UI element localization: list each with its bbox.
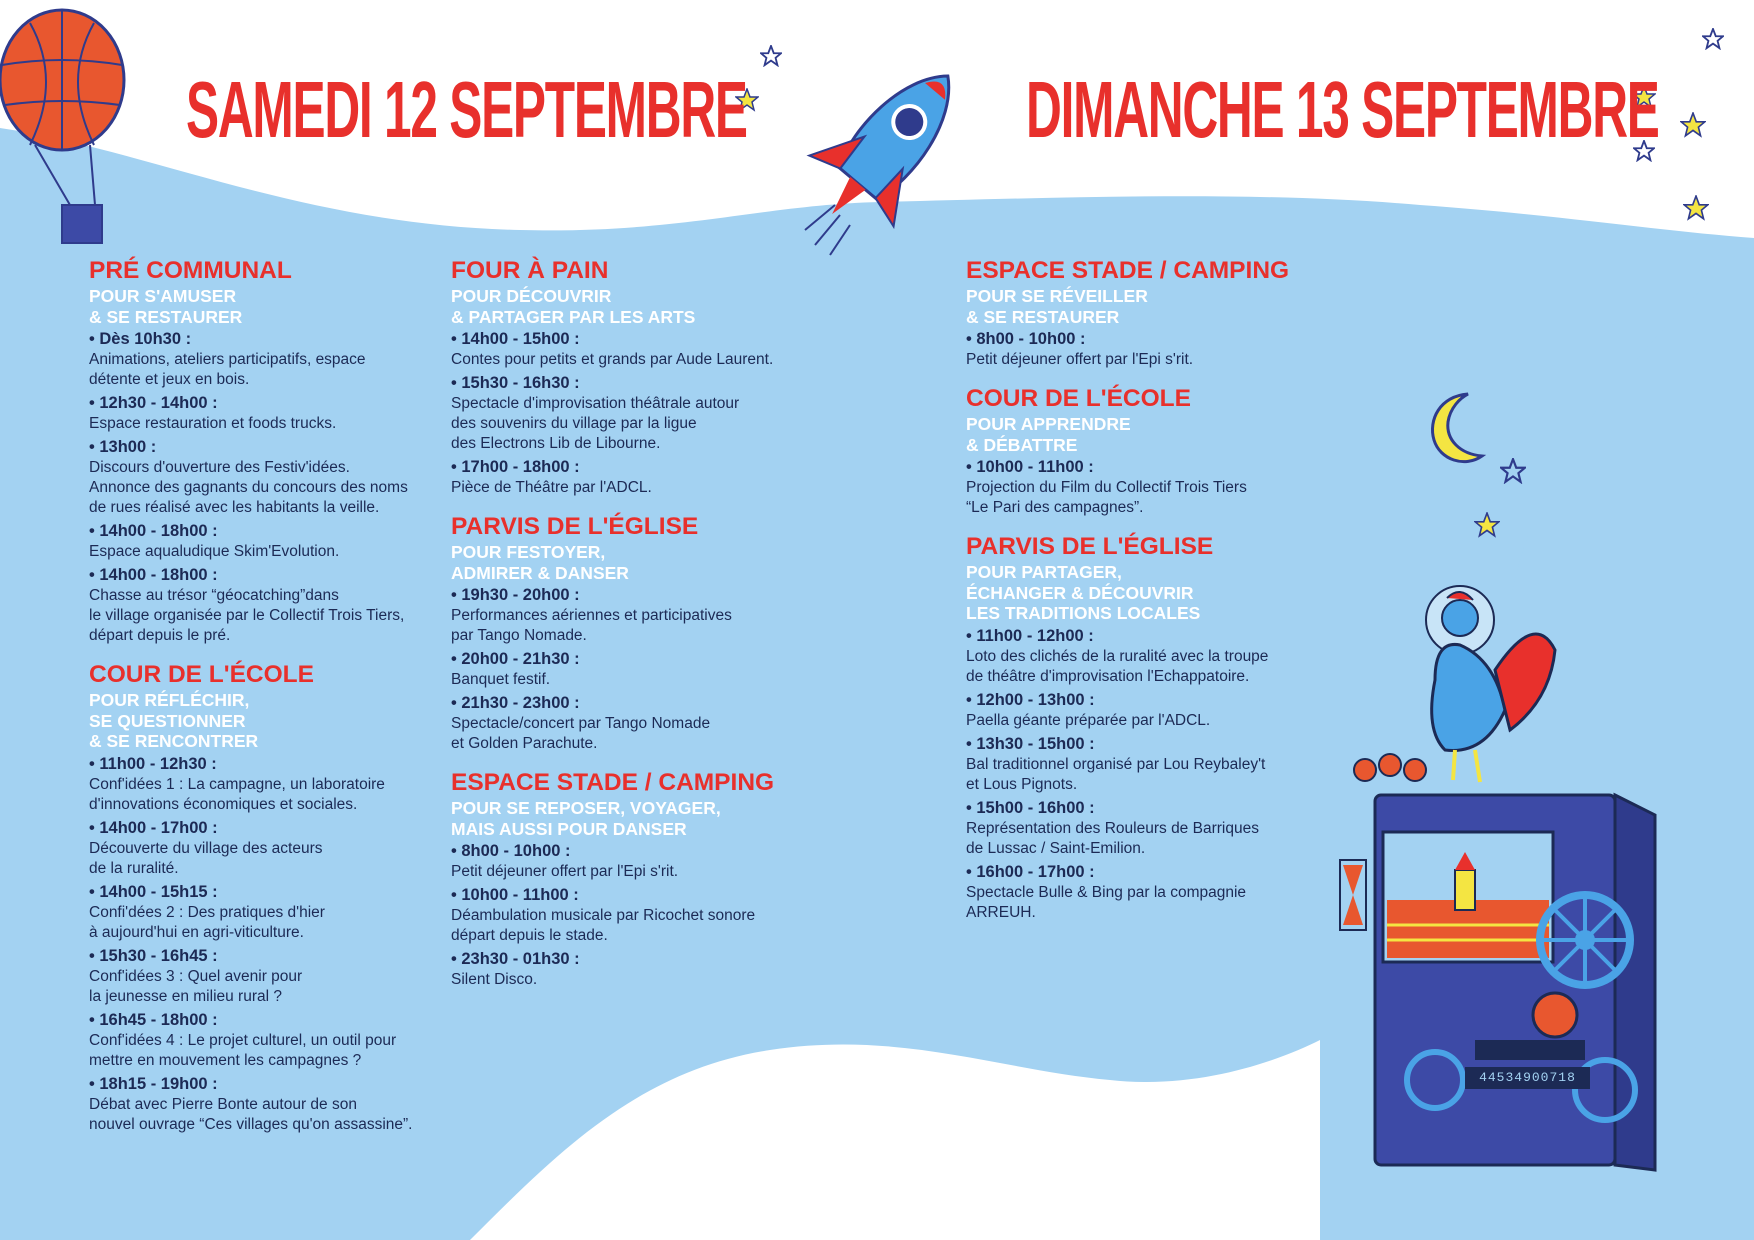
event-description: Déambulation musicale par Ricochet sonore départ depuis le stade.: [451, 907, 756, 944]
event-time: • 16h00 - 17h00 :: [966, 862, 1095, 881]
event-time: • 15h30 - 16h45 :: [89, 946, 218, 965]
event-item: [451, 693, 831, 754]
event-item: [89, 565, 469, 646]
event-time: • 10h00 - 11h00 :: [451, 886, 579, 904]
event-time: • 14h00 - 15h15 :: [89, 882, 218, 901]
event-time: • 8h00 - 10h00 :: [451, 842, 571, 860]
event-time: • 8h00 - 10h00 :: [966, 330, 1086, 348]
schedule-section: [966, 532, 1386, 923]
counter-display: 44534900718: [1465, 1067, 1590, 1089]
event-description: Débat avec Pierre Bonte autour de son nouvel ouvrage “Ces villages qu'on assassine”.: [89, 1095, 413, 1133]
event-time: • 14h00 - 15h00 :: [451, 330, 580, 348]
schedule-section: [451, 768, 831, 990]
event-description: Spectacle d'improvisation théâtrale autour des souvenirs du village par la ligue des Electrons Lib de Libourne.: [451, 395, 740, 452]
event-time: • 14h00 - 18h00 :: [89, 566, 218, 584]
event-description: Spectacle/concert par Tango Nomade et Golden Parachute.: [451, 715, 711, 752]
event-description: Représentation des Rouleurs de Barriques de Lussac / Saint-Emilion.: [966, 819, 1259, 857]
schedule-column-sun-1: [966, 256, 1386, 937]
section-title: FOUR À PAIN: [451, 257, 609, 284]
schedule-section: [89, 660, 469, 1135]
event-description: Spectacle Bulle & Bing par la compagnie ARREUH.: [966, 883, 1247, 921]
event-description: Loto des clichés de la ruralité avec la troupe de théâtre d'improvisation l'Echappatoire.: [966, 647, 1269, 685]
event-time: • Dès 10h30 :: [89, 330, 192, 348]
event-description: Discours d'ouverture des Festiv'idées. Annonce des gagnants du concours des noms de rues réalisé avec les habitants la veille.: [89, 459, 408, 516]
section-subtitle: POUR SE REPOSER, VOYAGER, MAIS AUSSI POUR DANSER: [451, 798, 721, 839]
event-description: Espace aqualudique Skim'Evolution.: [89, 543, 340, 560]
event-description: Paella géante préparée par l'ADCL.: [966, 711, 1211, 729]
event-item: [966, 798, 1386, 859]
section-subtitle: POUR SE RÉVEILLER & SE RESTAURER: [966, 286, 1148, 327]
event-item: [89, 521, 469, 562]
section-title: ESPACE STADE / CAMPING: [966, 257, 1290, 284]
section-title: COUR DE L'ÉCOLE: [966, 385, 1191, 412]
star-icon: [1702, 28, 1724, 50]
star-icon: [1474, 512, 1500, 538]
event-description: Conf'idées 1 : La campagne, un laboratoire d'innovations économiques et sociales.: [89, 775, 385, 813]
event-time: • 20h00 - 21h30 :: [451, 650, 580, 668]
event-time: • 15h00 - 16h00 :: [966, 798, 1095, 817]
event-time: • 13h00 :: [89, 438, 157, 456]
event-item: [89, 754, 469, 815]
event-description: Silent Disco.: [451, 971, 538, 988]
event-description: Petit déjeuner offert par l'Epi s'rit.: [451, 863, 679, 880]
time-machine-icon: [1335, 570, 1715, 1190]
event-item: [451, 949, 831, 990]
event-item: [89, 818, 469, 879]
event-time: • 13h30 - 15h00 :: [966, 734, 1095, 753]
event-time: • 14h00 - 17h00 :: [89, 818, 218, 837]
event-item: [966, 690, 1386, 731]
event-item: [451, 373, 831, 454]
star-icon: [1680, 112, 1706, 138]
event-description: Conf'idées 3 : Quel avenir pour la jeunesse en milieu rural ?: [89, 967, 303, 1005]
event-time: • 18h15 - 19h00 :: [89, 1074, 218, 1093]
moon-icon: [1420, 388, 1490, 468]
event-item: [966, 626, 1386, 687]
event-description: Bal traditionnel organisé par Lou Reybaley't et Lous Pignots.: [966, 755, 1266, 793]
event-description: Découverte du village des acteurs de la ruralité.: [89, 839, 323, 877]
event-item: [89, 882, 469, 943]
day-title-saturday: SAMEDI 12 SEPTEMBRE: [186, 65, 747, 154]
event-item: [966, 862, 1386, 923]
schedule-column-sat-1: [89, 256, 469, 1149]
event-description: Chasse au trésor “géocatching”dans le village organisée par le Collectif Trois Tiers, départ depuis le pré.: [89, 587, 405, 644]
section-title: COUR DE L'ÉCOLE: [89, 661, 314, 688]
event-time: • 21h30 - 23h00 :: [451, 694, 580, 712]
section-title: PARVIS DE L'ÉGLISE: [451, 513, 699, 540]
rocket-icon: [795, 45, 985, 265]
event-time: • 17h00 - 18h00 :: [451, 458, 580, 476]
schedule-section: [966, 256, 1386, 370]
schedule-column-sat-2: [451, 256, 831, 1004]
section-subtitle: POUR S'AMUSER & SE RESTAURER: [89, 286, 243, 327]
event-time: • 16h45 - 18h00 :: [89, 1010, 218, 1029]
event-item: [966, 329, 1386, 370]
event-item: [89, 1010, 469, 1071]
event-time: • 10h00 - 11h00 :: [966, 458, 1094, 476]
event-description: Animations, ateliers participatifs, espace détente et jeux en bois.: [89, 351, 366, 388]
event-item: [451, 585, 831, 646]
event-item: [89, 946, 469, 1007]
section-subtitle: POUR DÉCOUVRIR & PARTAGER PAR LES ARTS: [451, 286, 696, 327]
event-time: • 12h00 - 13h00 :: [966, 690, 1095, 709]
star-icon: [1683, 195, 1709, 221]
event-time: • 15h30 - 16h30 :: [451, 374, 580, 392]
event-item: [89, 393, 469, 434]
event-time: • 14h00 - 18h00 :: [89, 522, 218, 540]
event-item: [966, 457, 1386, 518]
section-title: PARVIS DE L'ÉGLISE: [966, 533, 1214, 560]
event-description: Banquet festif.: [451, 671, 551, 688]
schedule-section: [89, 256, 469, 646]
event-time: • 12h30 - 14h00 :: [89, 394, 218, 412]
section-subtitle: POUR PARTAGER, ÉCHANGER & DÉCOUVRIR LES TRADITIONS LOCALES: [966, 562, 1201, 623]
section-subtitle: POUR FESTOYER, ADMIRER & DANSER: [451, 542, 629, 583]
event-item: [451, 329, 831, 370]
event-description: Espace restauration et foods trucks.: [89, 415, 337, 432]
rooster-icon: [1426, 586, 1555, 782]
event-description: Petit déjeuner offert par l'Epi s'rit.: [966, 351, 1194, 368]
event-time: • 11h00 - 12h00 :: [966, 626, 1094, 645]
schedule-section: [451, 256, 831, 498]
day-title-sunday: DIMANCHE 13 SEPTEMBRE: [1026, 65, 1659, 154]
event-item: [89, 329, 469, 390]
event-item: [451, 841, 831, 882]
event-description: Projection du Film du Collectif Trois Tiers “Le Pari des campagnes”.: [966, 479, 1247, 516]
event-description: Performances aériennes et participatives par Tango Nomade.: [451, 607, 732, 644]
event-time: • 23h30 - 01h30 :: [451, 950, 580, 968]
star-icon: [1500, 458, 1526, 484]
event-item: [89, 1074, 469, 1135]
section-title: ESPACE STADE / CAMPING: [451, 769, 775, 796]
hot-air-balloon-icon: [0, 5, 140, 250]
event-time: • 19h30 - 20h00 :: [451, 586, 580, 604]
event-item: [451, 457, 831, 498]
schedule-section: [451, 512, 831, 754]
section-title: PRÉ COMMUNAL: [89, 257, 292, 284]
event-item: [89, 437, 469, 518]
event-description: Confi'dées 2 : Des pratiques d'hier à aujourd'hui en agri-viticulture.: [89, 903, 325, 941]
event-description: Pièce de Théâtre par l'ADCL.: [451, 479, 652, 496]
event-description: Contes pour petits et grands par Aude Laurent.: [451, 351, 774, 368]
section-subtitle: POUR APPRENDRE & DÉBATTRE: [966, 414, 1131, 455]
event-item: [966, 734, 1386, 795]
event-item: [451, 649, 831, 690]
event-time: • 11h00 - 12h30 :: [89, 754, 217, 773]
section-subtitle: POUR RÉFLÉCHIR, SE QUESTIONNER & SE RENCONTRER: [89, 690, 259, 751]
event-description: Conf'idées 4 : Le projet culturel, un outil pour mettre en mouvement les campagnes ?: [89, 1031, 397, 1069]
schedule-section: [966, 384, 1386, 518]
star-icon: [760, 45, 782, 67]
event-item: [451, 885, 831, 946]
